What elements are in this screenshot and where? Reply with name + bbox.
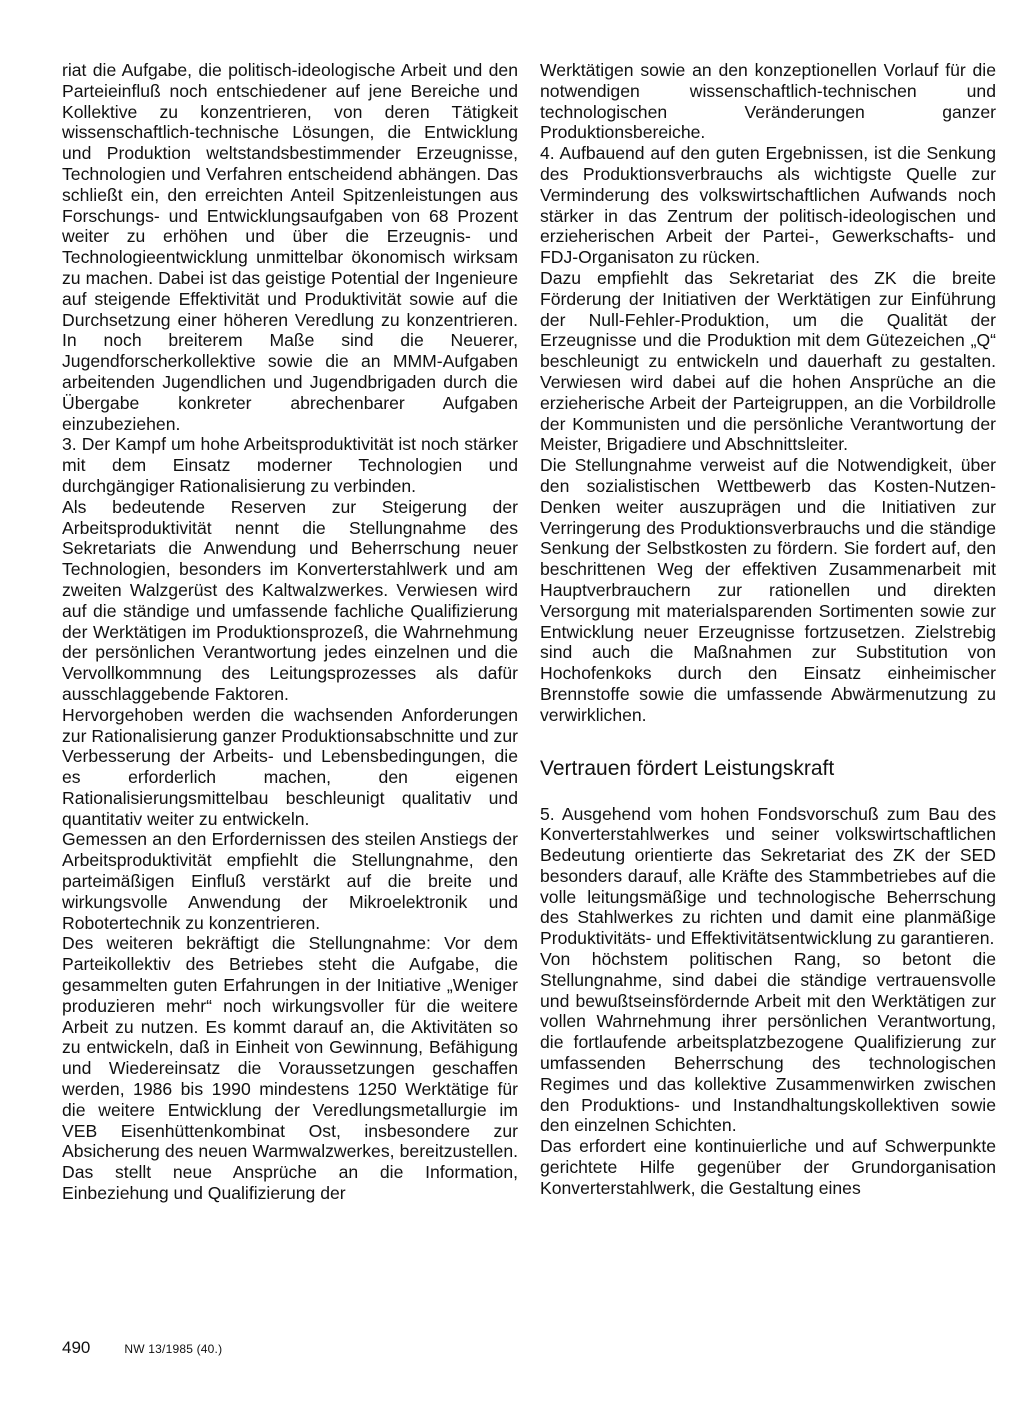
paragraph: Des weiteren bekräftigt die Stellungnahme: Vor dem Parteikollektiv des Betriebes steht die Aufgabe, die gesammelten guten Erfahrungen in der Initiative „Weniger produzieren mehr“ noch wirkungsvoller für die weitere Arbeit zu nutzen. Es kommt darauf an, die Aktivitäten so zu entwickeln, daß in Einheit von Gewinnung, Befähigung und Wiedereinsatz die Voraussetzungen geschaffen werden, 1986 bis 1990 mindestens 1250 Werktätige für die weitere Entwicklung der Veredlungsmetallurgie im VEB Eisenhüttenkombinat Ost, insbesondere zur Absicherung des neuen Warmwalzwerkes, bereitzustellen. Das stellt neue Ansprüche an die Information, Einbeziehung und Qualifizierung der — [62, 933, 518, 1204]
paragraph: Die Stellungnahme verweist auf die Notwendigkeit, über den sozialistischen Wettbewerb das Kosten-Nutzen-Denken weiter auszuprägen und die Initiativen zur Verringerung des Produktionsverbrauchs und die ständige Senkung der Selbstkosten zu fördern. Sie fordert auf, den beschrittenen Weg der effektiven Zusammenarbeit mit Hauptverbrauchern zur rationellen und direkten Versorgung mit materialsparenden Sortimenten sowie zur Entwicklung neuer Erzeugnisse fortzusetzen. Zielstrebig sind auch die Maßnahmen zur Substitution von Hochofenkoks durch den Einsatz einheimischer Brennstoffe sowie die umfassende Abwärmenutzung zu verwirklichen. — [540, 455, 996, 725]
page-number: 490 — [62, 1338, 91, 1357]
paragraph: Von höchstem politischen Rang, so betont die Stellungnahme, sind dabei die ständige vertrauensvolle und bewußtseinsfördernde Arbeit mit den Werktätigen zur vollen Wahrnehmung ihrer persönlichen Verantwortung, die fortlaufende arbeitsplatzbezogene Qualifizierung zur umfassenden Beherrschung des technologischen Regimes und das kollektive Zusammenwirken zwischen den Produktions- und Instandhaltungskollektiven sowie den einzelnen Schichten. — [540, 949, 996, 1136]
issue-reference: NW 13/1985 (40.) — [124, 1342, 223, 1356]
paragraph: 4. Aufbauend auf den guten Ergebnissen, ist die Senkung des Produktionsverbrauchs als wichtigste Quelle zur Verminderung des volkswirtschaftlichen Aufwands noch stärker in das Zentrum der politisch-ideologischen und erzieherischen Arbeit der Partei-, Gewerkschafts- und FDJ-Organisaton zu rücken. — [540, 143, 996, 268]
section-heading: Vertrauen fördert Leistungskraft — [540, 756, 835, 780]
paragraph: Hervorgehoben werden die wachsenden Anforderungen zur Rationalisierung ganzer Produktionsabschnitte und zur Verbesserung der Arbeits- und Lebensbedingungen, die es erforderlich machen, den eigenen Rationalisierungsmittelbau beschleunigt qualitativ und quantitativ weiter zu entwickeln. — [62, 704, 518, 829]
paragraph: Dazu empfiehlt das Sekretariat des ZK die breite Förderung der Initiativen der Werktätigen zur Einführung der Null-Fehler-Produktion, um die Qualität der Erzeugnisse und die Produktion mit dem Gütezeichen „Q“ beschleunigt zu entwickeln und dauerhaft zu gestalten. Verwiesen wird dabei auf die hohen Ansprüche an die erzieherische Arbeit der Parteigruppen, an die Vorbildrolle der Kommunisten und die persönliche Verantwortung der Meister, Brigadiere und Abschnittsleiter. — [540, 267, 996, 455]
paragraph: riat die Aufgabe, die politisch-ideologische Arbeit und den Parteieinfluß noch entschiedener auf jene Bereiche und Kollektive zu konzentrieren, von deren Tätigkeit wissenschaftlich-technische Lösungen, die Entwicklung und Produktion weltstandsbestimmender Erzeugnisse, Technologien und Verfahren entscheidend abhängen. Das schließt ein, den erreichten Anteil Spitzenleistungen aus Forschungs- und Entwicklungsaufgaben von 68 Prozent weiter zu erhöhen und über die Erzeugnis- und Technologieentwicklung unmittelbar ökonomisch wirksam zu machen. Dabei ist das geistige Potential der Ingenieure auf steigende Effektivität und Produktivität sowie auf die Durchsetzung einer höheren Veredlung zu konzentrieren. In noch breiterem Maße sind die Neuerer, Jugendforscherkollektive sowie die an MMM-Aufgaben arbeitenden Jugendlichen und Jugendbrigaden durch die Übergabe konkreter abrechenbarer Aufgaben einzubeziehen. — [62, 60, 518, 434]
right-column — [540, 60, 996, 1199]
page-footer — [62, 1338, 222, 1358]
paragraph: Als bedeutende Reserven zur Steigerung der Arbeitsproduktivität nennt die Stellungnahme des Sekretariats die Anwendung und Beherrschung neuer Technologien, besonders im Konverterstahlwerk und am zweiten Walzgerüst des Kaltwalzwerkes. Verwiesen wird auf die ständige und umfassende fachliche Qualifizierung der Werktätigen im Produktionsprozeß, die Wahrnehmung der persönlichen Verantwortung jedes einzelnen und die Vervollkommnung des Leitungsprozesses als dafür ausschlaggebende Faktoren. — [62, 496, 518, 704]
paragraph: 5. Ausgehend vom hohen Fondsvorschuß zum Bau des Konverterstahlwerkes und seiner volkswirtschaftlichen Bedeutung orientierte das Sekretariat des ZK der SED besonders darauf, alle Kräfte des Stammbetriebes auf die volle leitungsmäßige und technologische Beherrschung des Stahlwerkes zu richten und damit eine planmäßige Produktivitäts- und Effektivitätsentwicklung zu garantieren. — [540, 803, 996, 949]
paragraph: Gemessen an den Erfordernissen des steilen Anstiegs der Arbeitsproduktivität empfiehlt die Stellungnahme, den parteimäßigen Einfluß verstärkt auf die breite und wirkungsvolle Anwendung der Mikroelektronik und Robotertechnik zu konzentrieren. — [62, 829, 518, 933]
paragraph: 3. Der Kampf um hohe Arbeitsproduktivität ist noch stärker mit dem Einsatz moderner Technologien und durchgängiger Rationalisierung zu verbinden. — [62, 434, 518, 496]
paragraph: Werktätigen sowie an den konzeptionellen Vorlauf für die notwendigen wissenschaftlich-technischen und technologischen Veränderungen ganzer Produktionsbereiche. — [540, 60, 996, 143]
left-column — [62, 60, 518, 1204]
paragraph: Das erfordert eine kontinuierliche und auf Schwerpunkte gerichtete Hilfe gegenüber der Grundorganisation Konverterstahlwerk, die Gestaltung eines — [540, 1136, 996, 1198]
